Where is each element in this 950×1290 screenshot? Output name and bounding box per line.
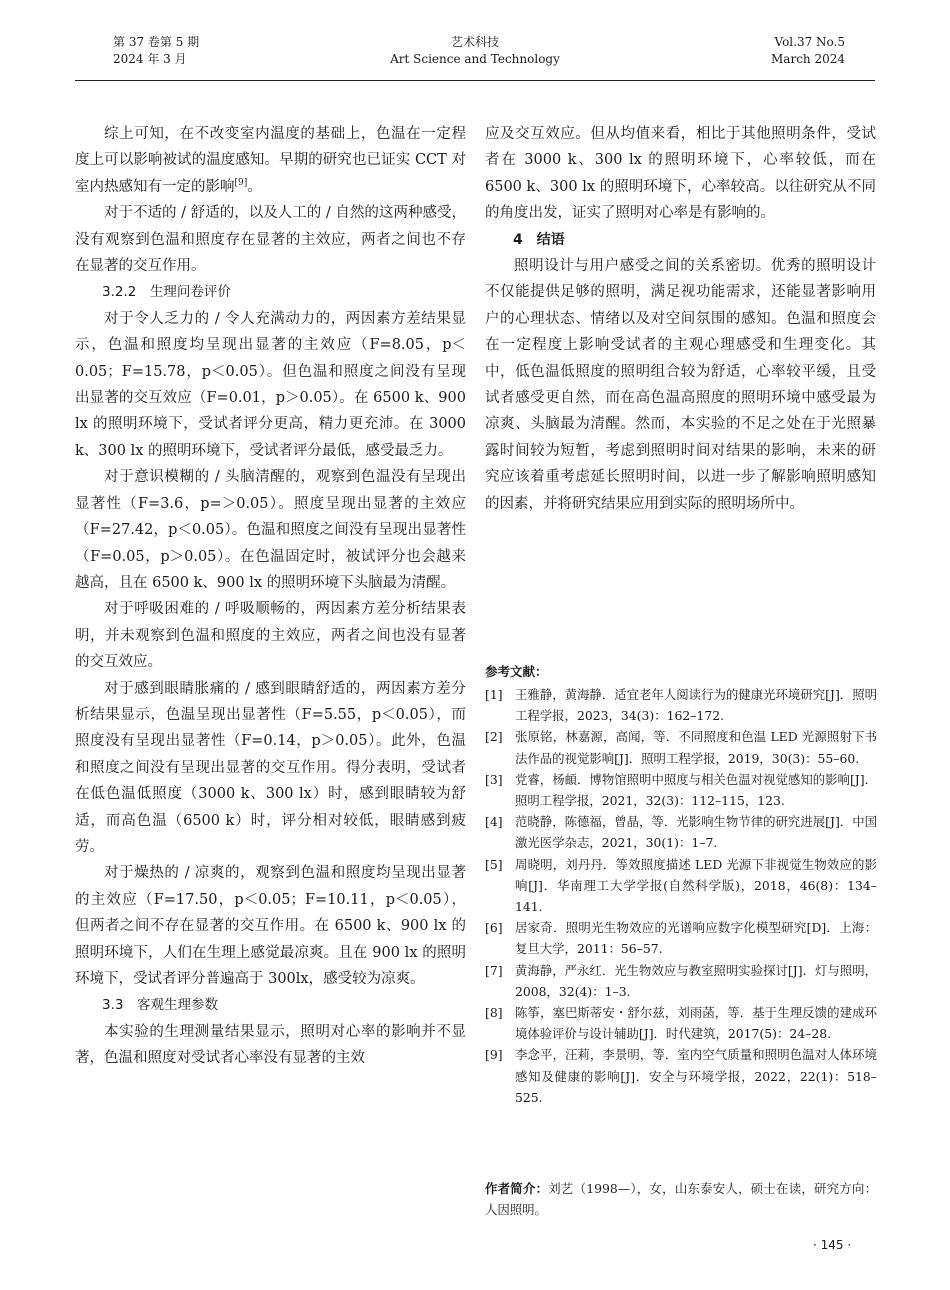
paragraph: 本实验的生理测量结果显示，照明对心率的影响并不显著，色温和照度对受试者心率没有显著的主效 [75, 1023, 466, 1067]
journal-title [75, 34, 875, 68]
date-en: March 2024 [771, 52, 845, 66]
references-title: 参考文献： [485, 664, 548, 679]
reference-item: [8] 陈筝，塞巴斯蒂安・舒尔兹，刘雨菡，等．基于生理反馈的建成环境体验评价与设计辅助[J]．时代建筑，2017(5)：24–28. [485, 1005, 877, 1042]
paragraph: 对于感到眼睛胀痛的 / 感到眼睛舒适的，两因素方差分析结果显示，色温呈现出显著性（F=5.55，p＜0.05），而照度没有呈现出显著性（F=0.14，p＞0.05）。此外，色温和照度之间没有呈现出显著的交互作用。得分表明，受试者在低色温低照度（3000 k、300 lx）时，感到眼睛较为舒适，而高色温（6500 k）时，评分相对较低，眼睛感到疲劳。 [75, 680, 466, 855]
right-column [485, 121, 876, 517]
paragraph: 照明设计与用户感受之间的关系密切。优秀的照明设计不仅能提供足够的照明，满足视功能需求，还能显著影响用户的心理状态、情绪以及对空间氛围的感知。色温和照度会在一定程度上影响受试者的主观心理感受和生理变化。其中，低色温低照度的照明组合较为舒适，心率较平缓，且受试者感受更自然，而在高色温高照度的照明环境中感受最为凉爽、头脑最为清醒。然而，本实验的不足之处在于光照暴露时间较为短暂，考虑到照明时间对结果的影响，未来的研究应该着重考虑延长照明时间，以进一步了解影响照明感知的因素，并将研究结果应用到实际的照明场所中。 [485, 258, 876, 512]
reference-item: [3] 党睿，杨頔．博物馆照明中照度与相关色温对视觉感知的影响[J]．照明工程学报，2021，32(3)：112–115，123. [485, 771, 877, 809]
paragraph: 对于令人乏力的 / 令人充满动力的，两因素方差结果显示，色温和照度均呈现出显著的主效应（F=8.05，p＜0.05；F=15.78，p＜0.05）。但色温和照度之间没有呈现出显著的交互效应（F=0.01，p＞0.05）。在 6500 k、900 lx 的照明环境下，受试者评分更高，精力更充沛。在 3000 k、300 lx 的照明环境下，受试者评分最低，感受最乏力。 [75, 310, 466, 459]
reference-item: [9] 李念平，汪莉，李景明，等．室内空气质量和照明色温对人体环境感知及健康的影响[J]．安全与环境学报，2022，22(1)：518–525. [485, 1047, 877, 1105]
issue-info-en [771, 34, 845, 68]
paragraph: 综上可知，在不改变室内温度的基础上，色温在一定程度上可以影响被试的温度感知。早期的研究也已证实 CCT 对室内热感知有一定的影响[9]。 [75, 126, 466, 195]
section-heading-3-3: 3.3 客观生理参数 [102, 997, 218, 1014]
author-bio-label: 作者简介： [485, 1181, 549, 1196]
author-bio-text: 刘艺（1998—），女，山东泰安人，硕士在读，研究方向：人因照明。 [485, 1181, 877, 1218]
date-cn: 2024 年 3 月 [113, 52, 187, 66]
running-header [75, 34, 875, 81]
subsection-heading: 3.2.2 生理问卷评价 [102, 284, 231, 301]
section-heading-4: 4 结语 [513, 231, 565, 248]
volume-issue-cn: 第 37 卷第 5 期 [113, 35, 200, 49]
page-number: · 145 · [813, 1238, 852, 1252]
reference-item: [1] 王雅静，黄海静．适宜老年人阅读行为的健康光环境研究[J]．照明工程学报，2023，34(3)：162–172. [485, 687, 877, 724]
reference-item: [6] 居家奇．照明光生物效应的光谱响应数字化模型研究[D]．上海：复旦大学，2011：56–57. [485, 920, 877, 957]
left-column [75, 121, 466, 1072]
journal-name-cn: 艺术科技 [450, 35, 499, 49]
author-bio [485, 1178, 877, 1220]
reference-list [485, 684, 877, 1108]
volume-issue-en: Vol.37 No.5 [774, 35, 845, 49]
reference-item: [2] 张原铭，林嘉源，高闻，等．不同照度和色温 LED 光源照射下书法作品的视觉影响[J]．照明工程学报，2019，30(3)：55–60. [485, 729, 877, 766]
citation: [9] [234, 177, 248, 188]
paragraph: 对于呼吸困难的 / 呼吸顺畅的，两因素方差分析结果表明，并未观察到色温和照度的主效应，两者之间也没有显著的交互效应。 [75, 601, 466, 671]
reference-item: [4] 范晓静，陈德福，曾晶，等．光影响生物节律的研究进展[J]．中国激光医学杂志，2021，30(1)：1–7. [485, 814, 877, 851]
paragraph: 对于燥热的 / 凉爽的，观察到色温和照度均呈现出显著的主效应（F=17.50，p＜0.05；F=10.11，p＜0.05），但两者之间不存在显著的交互作用。在 6500 k、900 lx 的照明环境下，人们在生理上感觉最凉爽。且在 900 lx 的照明环境下，受试者评分普遍高于 300lx，感受较为凉爽。 [75, 865, 466, 987]
journal-name-en: Art Science and Technology [390, 52, 560, 66]
paragraph: 对于不适的 / 舒适的，以及人工的 / 自然的这两种感受，没有观察到色温和照度存在显著的主效应，两者之间也不存在显著的交互作用。 [75, 205, 466, 275]
paragraph: 应及交互效应。但从均值来看，相比于其他照明条件，受试者在 3000 k、300 lx 的照明环境下，心率较低，而在 6500 k、300 lx 的照明环境下，心率较高。以往研究从不同的角度出发，证实了照明对心率是有影响的。 [485, 126, 876, 222]
reference-item: [7] 黄海静，严永红．光生物效应与教室照明实验探讨[J]．灯与照明，2008，32(4)：1–3. [485, 962, 877, 999]
paragraph: 对于意识模糊的 / 头脑清醒的，观察到色温没有呈现出显著性（F=3.6，p=＞0.05）。照度呈现出显著的主效应（F=27.42，p＜0.05）。色温和照度之间没有呈现出显著性（F=0.05，p＞0.05）。在色温固定时，被试评分也会越来越高，且在 6500 k、900 lx 的照明环境下头脑最为清醒。 [75, 469, 466, 591]
reference-item: [5] 周晓明，刘丹丹．等效照度描述 LED 光源下非视觉生物效应的影响[J]．华南理工大学学报(自然科学版)，2018，46(8)：134–141. [485, 856, 877, 915]
